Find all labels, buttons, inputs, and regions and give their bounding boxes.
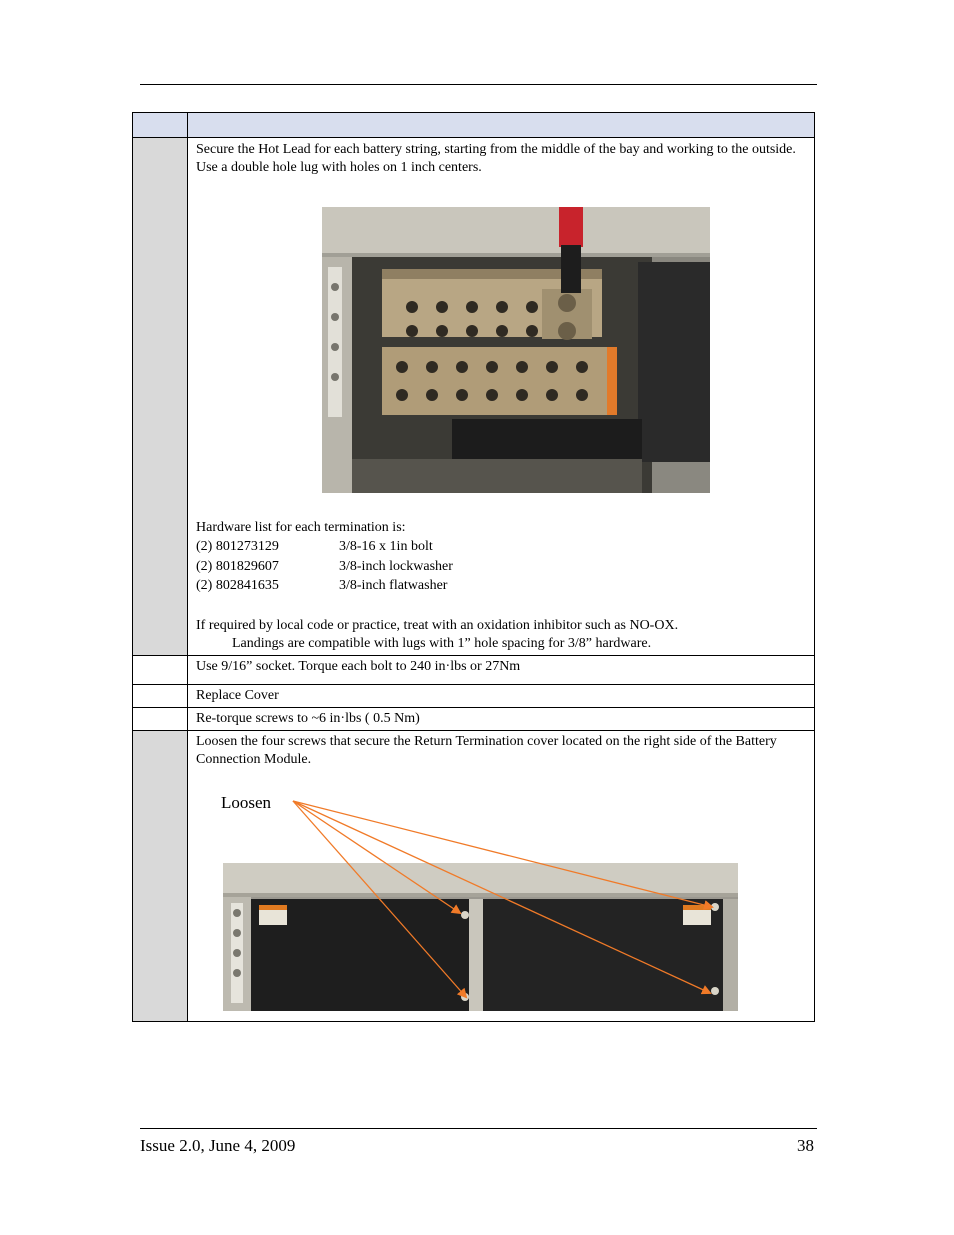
table-row — [133, 138, 815, 656]
step-content-cell — [188, 684, 815, 707]
hardware-part-number: (2) 802841635 — [196, 578, 279, 593]
hardware-list-title: Hardware list for each termination is: — [196, 520, 406, 535]
step-instruction: Secure the Hot Lead for each battery string, starting from the middle of the bay and working to the outside. Use a double hole lug with holes on 1 inch centers. — [196, 142, 796, 175]
issue-date: Issue 2.0, June 4, 2009 — [140, 1136, 296, 1155]
step-number-cell — [133, 138, 188, 656]
hardware-item — [196, 537, 806, 557]
table-row — [133, 730, 815, 1021]
step-instruction: Re-torque screws to ~6 in·lbs ( 0.5 Nm) — [196, 710, 420, 726]
step-number-cell — [133, 655, 188, 684]
hot-lead-busbar-photo — [322, 207, 710, 493]
hardware-part-number: (2) 801273129 — [196, 539, 279, 554]
step-number-cell — [133, 730, 188, 1021]
step-content-cell — [188, 138, 815, 656]
hardware-description: 3/8-inch lockwasher — [339, 558, 453, 574]
hardware-item — [196, 557, 806, 577]
step-number-cell — [133, 707, 188, 730]
step-content-cell — [188, 707, 815, 730]
step-instruction: Replace Cover — [196, 687, 279, 703]
footer-rule — [140, 1128, 817, 1129]
hardware-item — [196, 576, 806, 596]
step-number-cell — [133, 684, 188, 707]
procedure-table — [132, 112, 815, 1022]
table-header-row — [133, 113, 815, 138]
hot-lead-photo-area — [188, 179, 814, 519]
hardware-description: 3/8-16 x 1in bolt — [339, 539, 433, 554]
hardware-part-number: (2) 801829607 — [196, 558, 279, 574]
page-number: 38 — [797, 1136, 814, 1155]
lug-spacing-note: Landings are compatible with lugs with 1” hole spacing for 3/8” hardware. — [232, 635, 652, 651]
loosen-callout-arrows — [188, 771, 815, 1021]
header-rule — [140, 84, 817, 85]
return-termination-photo-area — [188, 771, 814, 1021]
loosen-callout-label: Loosen — [221, 792, 272, 812]
table-row — [133, 655, 815, 684]
hardware-description: 3/8-inch flatwasher — [339, 578, 448, 593]
inhibitor-note: If required by local code or practice, treat with an oxidation inhibitor such as NO-OX. — [196, 617, 679, 633]
step-content-cell — [188, 730, 815, 1021]
table-row — [133, 707, 815, 730]
step-instruction: Use 9/16” socket. Torque each bolt to 240 in·lbs or 27Nm — [196, 658, 521, 674]
step-header-cell — [133, 113, 188, 138]
step-instruction: Loosen the four screws that secure the Return Termination cover located on the right side of the Battery Connection Module. — [196, 733, 777, 767]
hardware-list — [188, 537, 814, 598]
table-row — [133, 684, 815, 707]
action-header-cell — [188, 113, 815, 138]
step-content-cell — [188, 655, 815, 684]
